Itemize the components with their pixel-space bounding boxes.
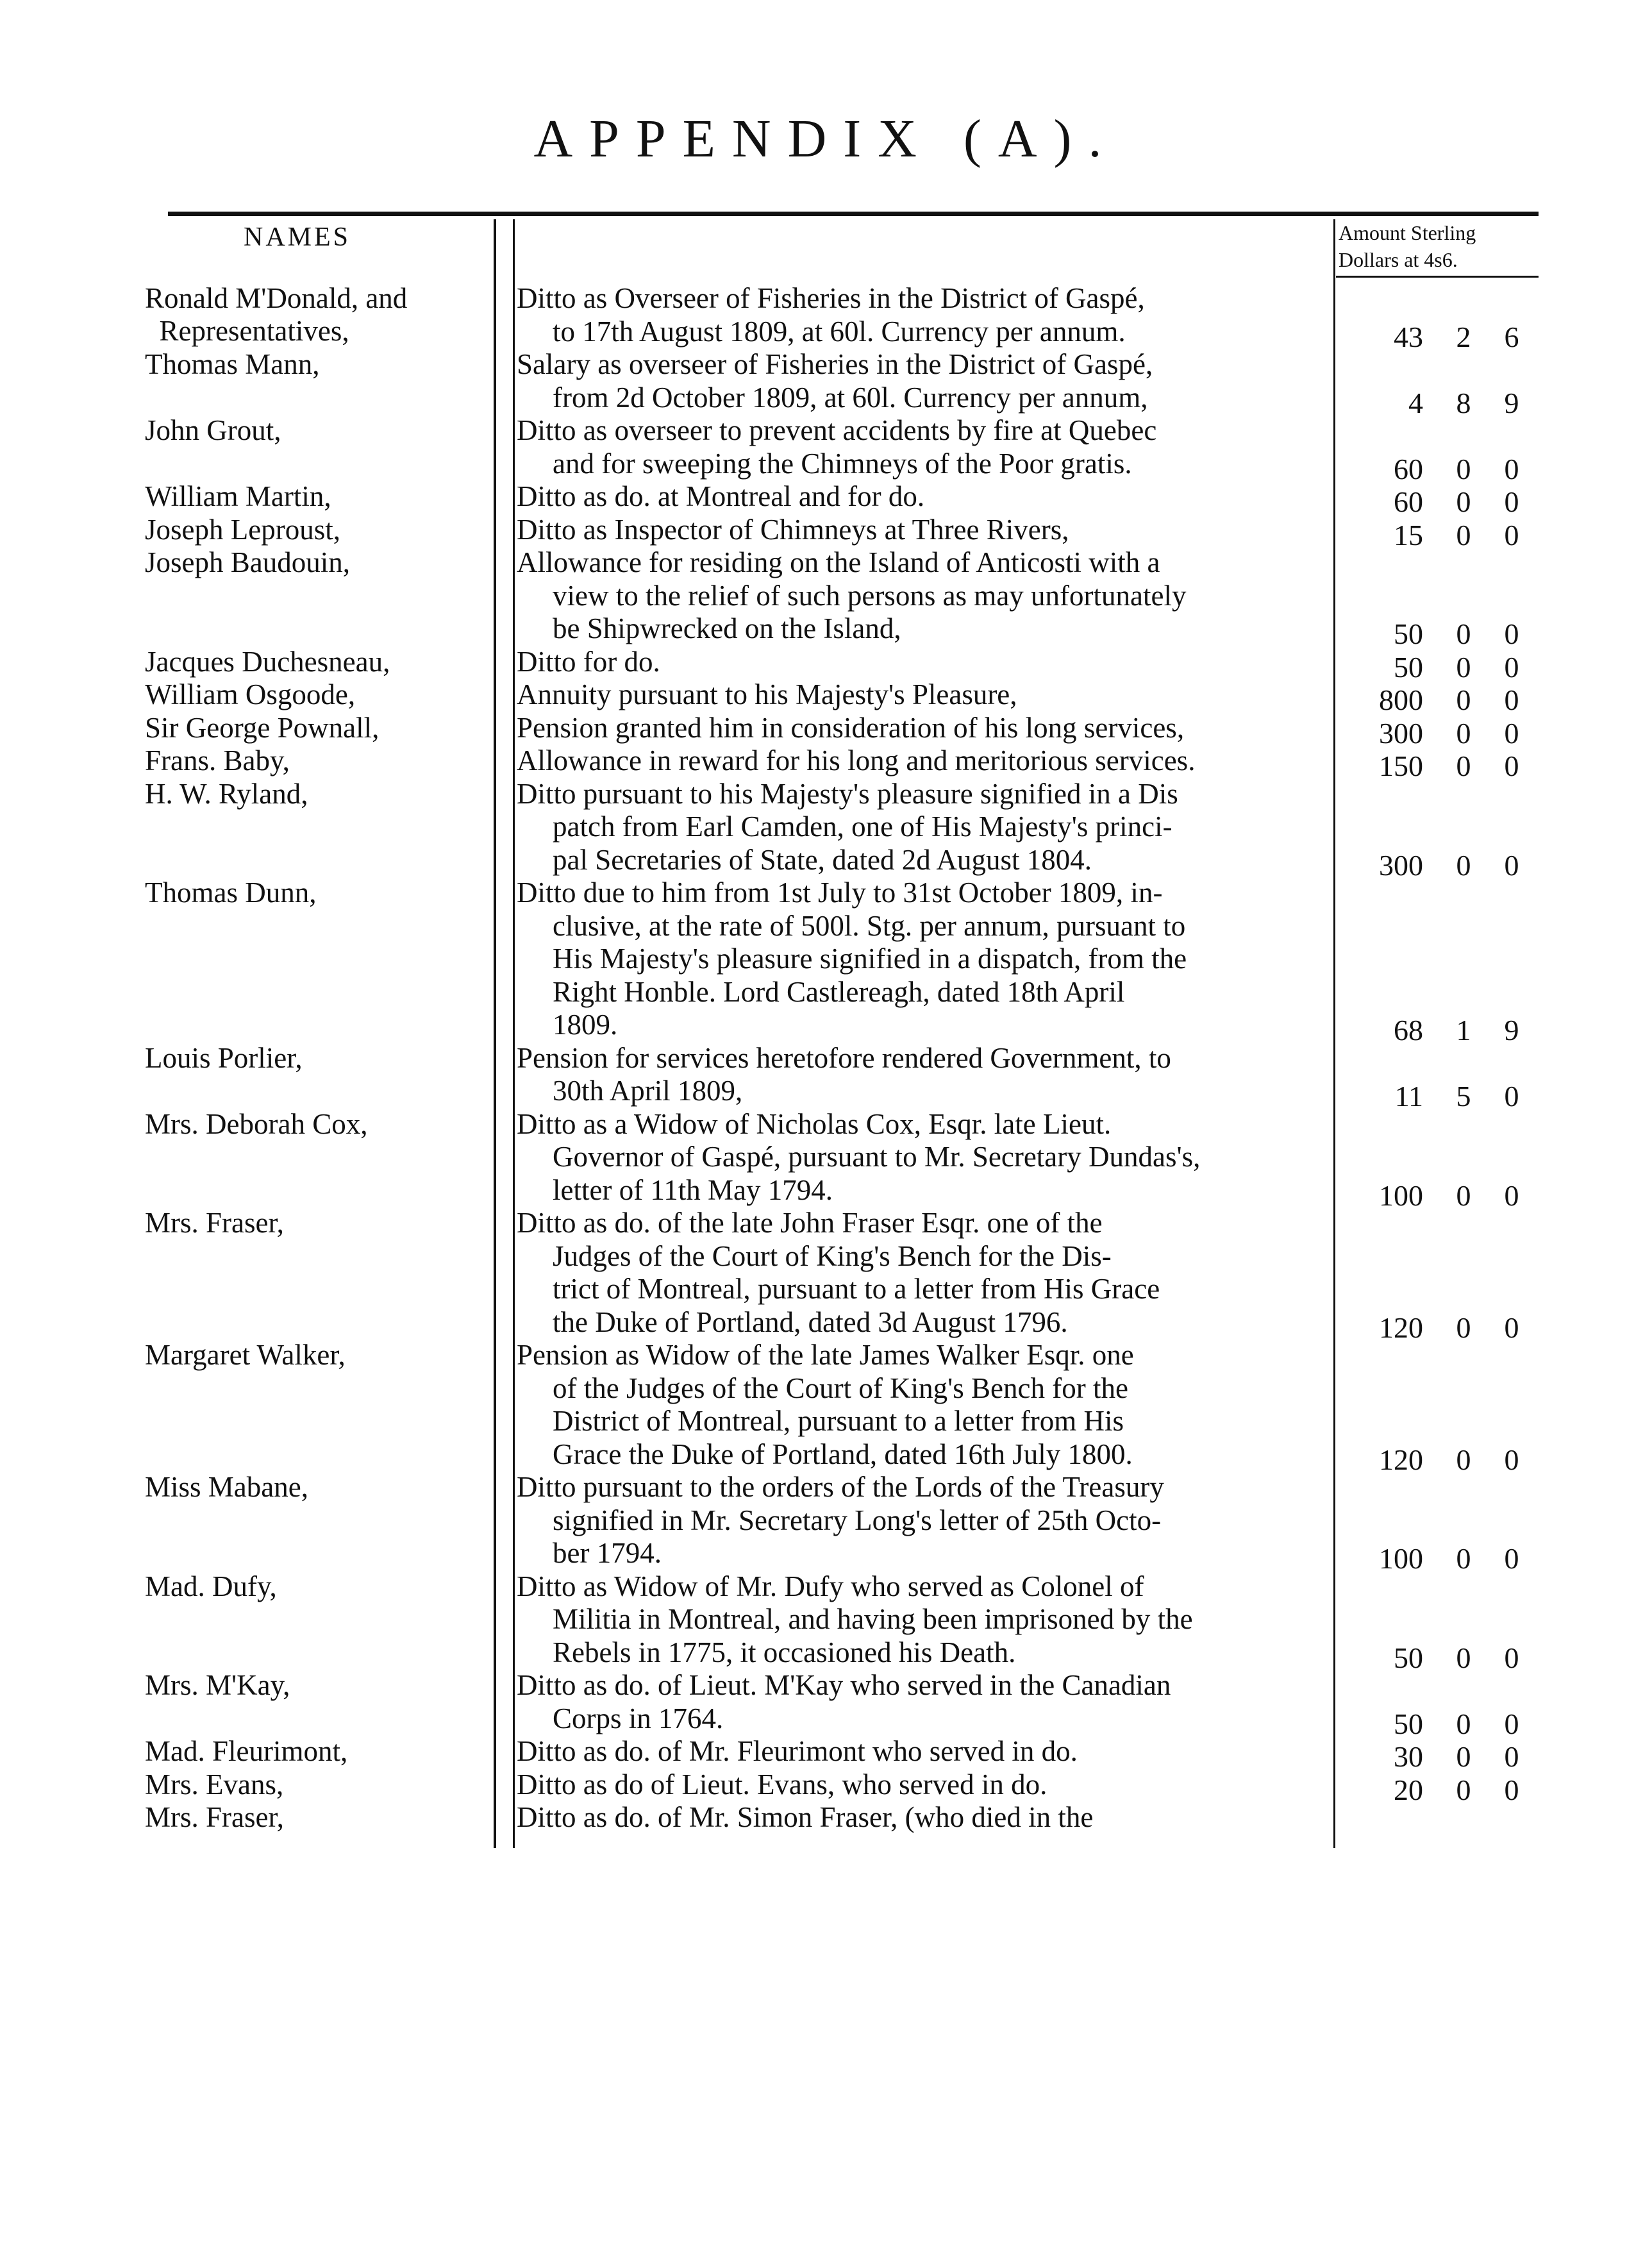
- amount-pounds: 120: [1379, 1443, 1423, 1476]
- amount-pence: 6: [1504, 320, 1519, 353]
- entry-name: [145, 1570, 485, 1603]
- amount-pence: 0: [1504, 1179, 1519, 1212]
- amount-pence: 0: [1504, 518, 1519, 551]
- entry-description-line: Ditto as Overseer of Fisheries in the District of Gaspé,: [517, 282, 1145, 314]
- entry-description: [517, 778, 1330, 877]
- entry-description: [517, 1570, 1330, 1670]
- entry-description: [517, 877, 1330, 1042]
- amount-shillings: 0: [1456, 1179, 1471, 1212]
- entry-description: [517, 1108, 1330, 1207]
- entry-description-line: ber 1794.: [553, 1537, 662, 1569]
- amount-pounds: 60: [1394, 485, 1423, 518]
- entry-name: [145, 678, 485, 711]
- entry-name-line: Mrs. Fraser,: [145, 1207, 284, 1239]
- amount-pounds: 150: [1379, 750, 1423, 782]
- amount-pence: 0: [1504, 650, 1519, 684]
- entry-description-line: 1809.: [553, 1009, 618, 1041]
- entry-name-line: Margaret Walker,: [145, 1339, 346, 1371]
- entry-name: [145, 1042, 485, 1075]
- amount-pence: 0: [1504, 617, 1519, 650]
- entry-description-line: Pension as Widow of the late James Walker Esqr. one: [517, 1339, 1134, 1371]
- amount-pence: 9: [1504, 386, 1519, 419]
- entry-description: [517, 712, 1330, 745]
- amount-pounds: 20: [1394, 1773, 1423, 1806]
- entry-name: [145, 712, 485, 744]
- amount-pence: 0: [1504, 684, 1519, 716]
- entry-name: [145, 1768, 485, 1801]
- entry-name-line: Mrs. M'Kay,: [145, 1669, 290, 1701]
- amount-pounds: 68: [1394, 1014, 1423, 1046]
- amount-shillings: 0: [1456, 716, 1471, 750]
- entry-description: [517, 348, 1330, 414]
- entry-description-line: Rebels in 1775, it occasioned his Death.: [553, 1636, 1016, 1668]
- entry-name: [145, 877, 485, 909]
- amount-pence: 0: [1504, 716, 1519, 750]
- amount-shillings: 2: [1456, 320, 1471, 353]
- entry-description-line: 30th April 1809,: [553, 1075, 743, 1107]
- entry-description-line: Ditto as overseer to prevent accidents by fire at Quebec: [517, 414, 1157, 446]
- entry-description-line: Allowance in reward for his long and meritorious services.: [517, 744, 1196, 776]
- amount-pence: 9: [1504, 1014, 1519, 1046]
- amount-pounds: 50: [1394, 1707, 1423, 1740]
- entry-name: [145, 778, 485, 810]
- entry-name-line: Mrs. Deborah Cox,: [145, 1107, 368, 1140]
- amount-pounds: 300: [1379, 848, 1423, 882]
- entry-description: [517, 1669, 1330, 1735]
- header-rule: [168, 212, 1539, 216]
- amount-pounds: 4: [1408, 386, 1423, 419]
- entry-description-line: Militia in Montreal, and having been imprisoned by the: [553, 1603, 1193, 1635]
- amount-shillings: 0: [1456, 684, 1471, 716]
- entry-name: [145, 1471, 485, 1504]
- amount-shillings: 0: [1456, 1542, 1471, 1575]
- page-title: APPENDIX (A).: [533, 109, 1119, 169]
- amount-pence: 0: [1504, 1641, 1519, 1674]
- entry-description: [517, 678, 1330, 712]
- amount-pence: 0: [1504, 452, 1519, 485]
- entry-name-line: Mrs. Evans,: [145, 1768, 284, 1800]
- amount-pence: 0: [1504, 1740, 1519, 1773]
- amount-shillings: 0: [1456, 518, 1471, 551]
- amount-shillings: 0: [1456, 848, 1471, 882]
- amount-header-rule: [1336, 276, 1539, 278]
- entry-name-line: Joseph Baudouin,: [145, 546, 350, 578]
- amount-shillings: 0: [1456, 617, 1471, 650]
- entry-description: [517, 1801, 1330, 1834]
- entry-description-line: pal Secretaries of State, dated 2d August 1804.: [553, 843, 1092, 876]
- amount-pounds: 50: [1394, 617, 1423, 650]
- entry-description: [517, 1339, 1330, 1471]
- amount-pounds: 100: [1379, 1179, 1423, 1212]
- entry-name: [145, 282, 485, 348]
- amount-pounds: 800: [1379, 684, 1423, 716]
- entry-description-line: Ditto as do. of Mr. Simon Fraser, (who died in the: [517, 1801, 1094, 1833]
- entry-name: [145, 1801, 485, 1834]
- entry-description-line: and for sweeping the Chimneys of the Poor gratis.: [553, 447, 1132, 480]
- entry-description: [517, 514, 1330, 547]
- entry-description-line: Ditto due to him from 1st July to 31st October 1809, in-: [517, 877, 1163, 909]
- entry-name: [145, 348, 485, 381]
- amount-shillings: 0: [1456, 1311, 1471, 1344]
- entry-name-line: Miss Mabane,: [145, 1471, 308, 1503]
- entry-description: [517, 1207, 1330, 1339]
- entry-description-line: Right Honble. Lord Castlereagh, dated 18th April: [553, 975, 1125, 1008]
- entry-name-line: John Grout,: [145, 414, 281, 446]
- entry-description-line: trict of Montreal, pursuant to a letter from His Grace: [553, 1273, 1160, 1305]
- amount-pence: 0: [1504, 485, 1519, 518]
- entry-description-line: Ditto pursuant to the orders of the Lords of the Treasury: [517, 1471, 1164, 1503]
- entry-description: [517, 282, 1330, 348]
- entry-description: [517, 546, 1330, 646]
- column-divider-names-inner: [513, 219, 515, 1848]
- entry-description-line: Ditto as do. of Mr. Fleurimont who served in do.: [517, 1735, 1078, 1767]
- entry-description-line: Pension for services heretofore rendered Government, to: [517, 1041, 1171, 1074]
- entry-description-line: Ditto as Widow of Mr. Dufy who served as Colonel of: [517, 1570, 1144, 1602]
- amount-pounds: 15: [1394, 518, 1423, 551]
- amount-pounds: 50: [1394, 1641, 1423, 1674]
- amount-pounds: 60: [1394, 452, 1423, 485]
- amount-shillings: 0: [1456, 485, 1471, 518]
- amount-pounds: 100: [1379, 1542, 1423, 1575]
- entry-name-line: Ronald M'Donald, and: [145, 282, 408, 314]
- amount-pounds: 300: [1379, 716, 1423, 750]
- entry-description-line: patch from Earl Camden, one of His Majesty's princi-: [553, 810, 1172, 843]
- amount-shillings: 5: [1456, 1080, 1471, 1112]
- entry-description-line: Ditto as a Widow of Nicholas Cox, Esqr. late Lieut.: [517, 1107, 1112, 1140]
- entry-description-line: District of Montreal, pursuant to a letter from His: [553, 1405, 1124, 1437]
- entry-name-line: Joseph Leproust,: [145, 513, 340, 546]
- entry-name: [145, 744, 485, 777]
- amount-shillings: 0: [1456, 452, 1471, 485]
- entry-description-line: Salary as overseer of Fisheries in the District of Gaspé,: [517, 348, 1153, 380]
- entry-name: [145, 1207, 485, 1239]
- amount-pence: 0: [1504, 1443, 1519, 1476]
- column-divider-amount: [1333, 219, 1335, 1848]
- column-divider-names: [494, 219, 496, 1848]
- entry-description: [517, 744, 1330, 778]
- entry-description-line: Ditto as do. at Montreal and for do.: [517, 480, 925, 512]
- entry-name-line: Frans. Baby,: [145, 744, 290, 776]
- entry-name: [145, 546, 485, 579]
- entry-description: [517, 1768, 1330, 1802]
- amount-pounds: 30: [1394, 1740, 1423, 1773]
- entry-description-line: to 17th August 1809, at 60l. Currency per annum.: [553, 315, 1126, 348]
- entry-description: [517, 480, 1330, 514]
- amount-column-header: Amount Sterling Dollars at 4s6.: [1339, 221, 1476, 271]
- amount-pence: 0: [1504, 1542, 1519, 1575]
- amount-pounds: 120: [1379, 1311, 1423, 1344]
- entry-description-line: His Majesty's pleasure signified in a dispatch, from the: [553, 943, 1187, 975]
- amount-shillings: 0: [1456, 1707, 1471, 1740]
- entry-description-line: Ditto as do of Lieut. Evans, who served in do.: [517, 1768, 1047, 1800]
- entry-description-line: Governor of Gaspé, pursuant to Mr. Secretary Dundas's,: [553, 1141, 1201, 1173]
- entry-name: [145, 1735, 485, 1768]
- entry-description: [517, 1042, 1330, 1108]
- entry-description-line: Annuity pursuant to his Majesty's Pleasure,: [517, 678, 1017, 710]
- amount-shillings: 0: [1456, 750, 1471, 782]
- amount-pounds: 11: [1394, 1080, 1423, 1112]
- names-column-header: NAMES: [244, 222, 351, 252]
- entry-name-line: Mad. Dufy,: [145, 1570, 277, 1602]
- amount-pence: 0: [1504, 1773, 1519, 1806]
- amount-shillings: 0: [1456, 650, 1471, 684]
- entry-description-line: Ditto pursuant to his Majesty's pleasure signified in a Dis: [517, 777, 1178, 810]
- amount-shillings: 0: [1456, 1740, 1471, 1773]
- entry-description-line: Allowance for residing on the Island of Anticosti with a: [517, 546, 1160, 578]
- entry-name: [145, 1108, 485, 1141]
- entry-description-line: Ditto as do. of the late John Fraser Esqr. one of the: [517, 1207, 1103, 1239]
- entry-description: [517, 1735, 1330, 1768]
- amount-pence: 0: [1504, 848, 1519, 882]
- entry-name-line: Thomas Mann,: [145, 348, 320, 380]
- amount-shillings: 1: [1456, 1014, 1471, 1046]
- amount-shillings: 8: [1456, 386, 1471, 419]
- entry-description-line: signified in Mr. Secretary Long's letter of 25th Octo-: [553, 1504, 1162, 1536]
- entry-description-line: Ditto as Inspector of Chimneys at Three Rivers,: [517, 513, 1069, 546]
- entry-name-line: Mrs. Fraser,: [145, 1801, 284, 1833]
- amount-pence: 0: [1504, 750, 1519, 782]
- entry-name-line: Louis Porlier,: [145, 1041, 303, 1074]
- amount-shillings: 0: [1456, 1641, 1471, 1674]
- entry-description-line: clusive, at the rate of 500l. Stg. per annum, pursuant to: [553, 909, 1186, 942]
- entry-name-line: Thomas Dunn,: [145, 877, 317, 909]
- amount-shillings: 0: [1456, 1443, 1471, 1476]
- entry-name-line: William Osgoode,: [145, 678, 356, 710]
- entry-description-line: the Duke of Portland, dated 3d August 1796.: [553, 1305, 1068, 1338]
- entry-description: [517, 1471, 1330, 1570]
- entry-name: [145, 1339, 485, 1372]
- amount-pence: 0: [1504, 1080, 1519, 1112]
- entry-name: [145, 646, 485, 678]
- amount-shillings: 0: [1456, 1773, 1471, 1806]
- entry-name-line: Sir George Pownall,: [145, 711, 380, 744]
- entry-description-line: from 2d October 1809, at 60l. Currency per annum,: [553, 381, 1148, 414]
- entry-name: [145, 1669, 485, 1702]
- entry-description: [517, 646, 1330, 679]
- entry-description-line: be Shipwrecked on the Island,: [553, 612, 901, 644]
- entry-description-line: view to the relief of such persons as may unfortunately: [553, 579, 1187, 612]
- entry-name-line: Mad. Fleurimont,: [145, 1735, 348, 1767]
- entry-description-line: Ditto as do. of Lieut. M'Kay who served in the Canadian: [517, 1669, 1171, 1701]
- entry-name: [145, 480, 485, 513]
- entry-description: [517, 414, 1330, 480]
- entry-name: [145, 414, 485, 447]
- entry-description-line: letter of 11th May 1794.: [553, 1173, 833, 1206]
- amount-pounds: 50: [1394, 650, 1423, 684]
- entry-name-line: Representatives,: [145, 315, 349, 347]
- entry-description-line: Pension granted him in consideration of his long services,: [517, 711, 1185, 744]
- entry-description-line: Judges of the Court of King's Bench for the Dis-: [553, 1239, 1112, 1272]
- amount-pence: 0: [1504, 1311, 1519, 1344]
- entry-name-line: H. W. Ryland,: [145, 777, 308, 810]
- entry-name-line: Jacques Duchesneau,: [145, 645, 390, 678]
- entry-name-line: William Martin,: [145, 480, 331, 512]
- amount-pounds: 43: [1394, 320, 1423, 353]
- amount-pence: 0: [1504, 1707, 1519, 1740]
- entry-description-line: of the Judges of the Court of King's Bench for the: [553, 1372, 1128, 1404]
- entry-description-line: Corps in 1764.: [553, 1702, 724, 1734]
- entry-description-line: Grace the Duke of Portland, dated 16th July 1800.: [553, 1438, 1133, 1470]
- entry-description-line: Ditto for do.: [517, 645, 660, 678]
- entry-name: [145, 514, 485, 546]
